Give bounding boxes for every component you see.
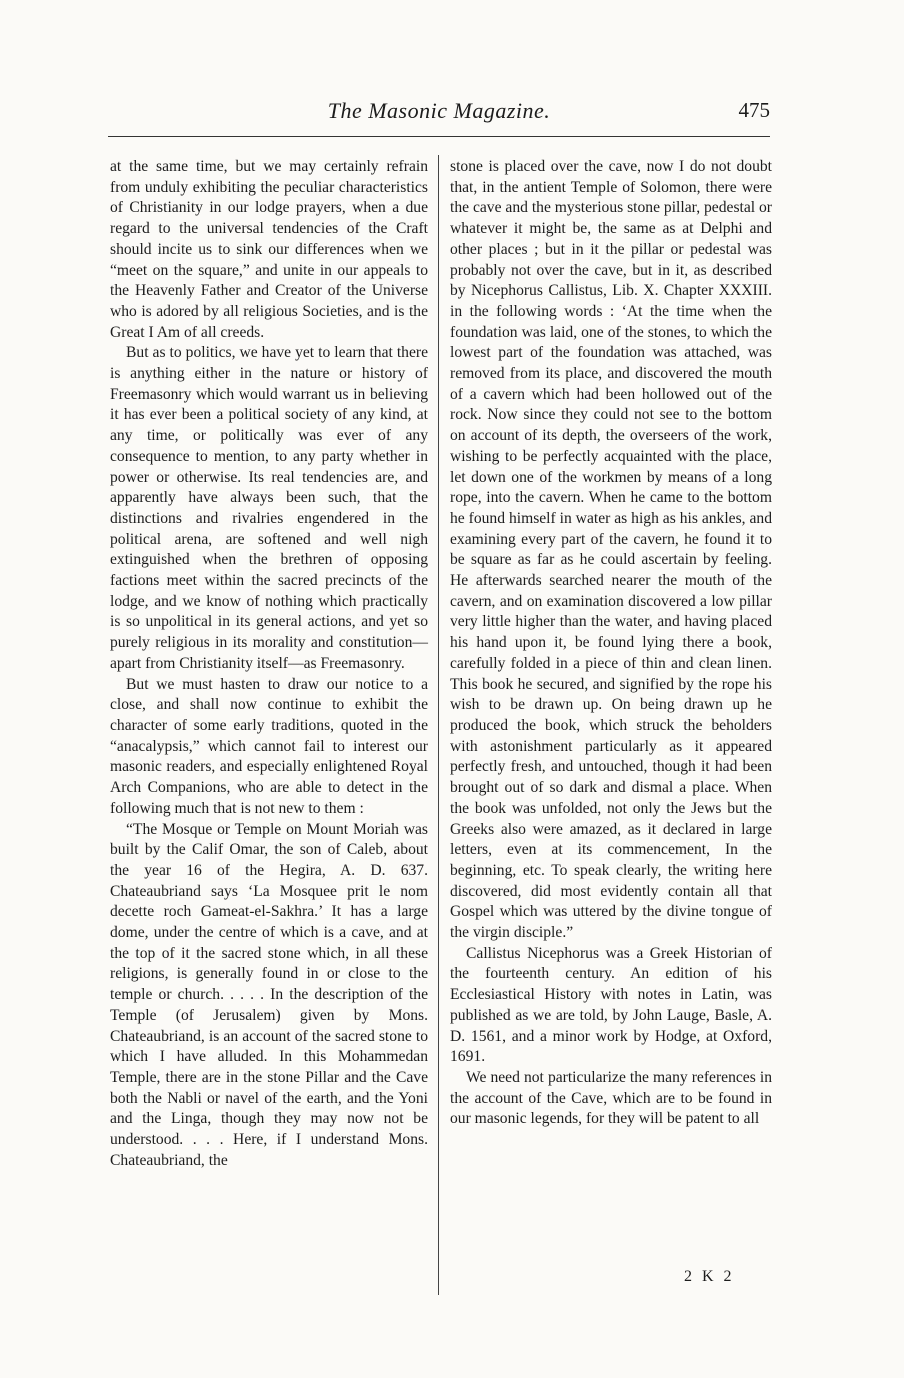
page-number: 475	[738, 98, 770, 122]
signature-mark: 2 K 2	[684, 1268, 735, 1285]
paragraph: We need not particularize the many references in the account of the Cave, which are to be found in our masonic legends, for they will be patent to all	[450, 1068, 772, 1128]
page-title: The Masonic Magazine.	[327, 98, 551, 123]
paragraph: “The Mosque or Temple on Mount Moriah was built by the Calif Omar, the son of Caleb, about the year 16 of the Hegira, A. D. 637. Chateaubriand says ‘La Mosquee prit le nom decette roch Gameat-el-Sakhra.’ It has a large dome, under the centre of which is a cave, and at the top of it the sacred stone which, in all these religions, is generally found in or close to the temple or church. . . . . In the description of the Temple (of Jerusalem) given by Mons. Chateaubriand, is an account of the sacred stone to which I have alluded. In this Mohammedan Temple, there are in the stone Pillar and the Cave both the Nabli or navel of the earth, and the Yoni and the Linga, though they may now not be understood. . . . Here, if I understand Mons. Chateaubriand, the	[110, 820, 428, 1169]
right-column	[450, 157, 772, 1130]
paragraph: at the same time, but we may certainly refrain from unduly exhibiting the peculiar characteristics of Christianity in our lodge prayers, when a due regard to the universal tendencies of the Craft should incite us to sink our differences when we “meet on the square,” and unite in our appeals to the Heavenly Father and Creator of the Universe who is adored by all religious Societies, and is the Great I Am of all creeds.	[110, 158, 428, 341]
header-rule	[108, 136, 770, 137]
running-head	[108, 98, 770, 128]
column-divider	[438, 155, 439, 1295]
paragraph: But as to politics, we have yet to learn that there is anything either in the nature or history of Freemasonry which would warrant us in believing it has ever been a political society of any kind, at any time, or politically was ever of any consequence to mention, to any party whether in power or otherwise. Its real tendencies are, and apparently have always been such, that the distinctions and rivalries engendered in the political arena, are softened and well nigh extinguished when the brethren of opposing factions meet within the sacred precincts of the lodge, and we know of nothing which practically is so unpolitical in its general actions, and yet so purely religious in its morality and constitution—apart from Christianity itself—as Freemasonry.	[110, 344, 428, 672]
paragraph: Callistus Nicephorus was a Greek Historian of the fourteenth century. An edition of his Ecclesiastical History with notes in Latin, was published as we are told, by John Lauge, Basle, A. D. 1561, and a minor work by Hodge, at Oxford, 1691.	[450, 944, 772, 1066]
paragraph: stone is placed over the cave, now I do not doubt that, in the antient Temple of Solomon, there were the cave and the mysterious stone pillar, pedestal or whatever it might be, the same as at Delphi and other places ; but in it the pillar or pedestal was probably not over the cave, but in it, as described by Nicephorus Callistus, Lib. X. Chapter XXXIII. in the following words : ‘At the time when the foundation was laid, one of the stones, to which the lowest part of the foundation was attached, was removed from its place, and discovered the mouth of a cavern which had been hollowed out of the rock. Now since they could not see to the bottom on account of its depth, the overseers of the work, wishing to be perfectly acquainted with the place, let down one of the workmen by means of a long rope, into the cavern. When he came to the bottom he found himself in water as high as his ankles, and examining every part of the cavern, he found it to be square as far as he could ascertain by feeling. He afterwards searched nearer the mouth of the cavern, and on examination discovered a low pillar very little higher than the water, and having placed his hand upon it, be found lying there a book, carefully folded in a piece of thin and clean linen. This book he secured, and signified by the rope his wish to be drawn up. On being drawn up he produced the book, which struck the beholders with astonishment particularly as it appeared perfectly fresh, and untouched, though it had been brought out of so dark and dismal a place. When the book was unfolded, not only the Jews but the Greeks also were amazed, as it declared in large letters, even at its commencement, In the beginning, etc. To speak clearly, the writing here discovered, did most evidently contain all that Gospel which was uttered by the divine tongue of the virgin disciple.”	[450, 158, 772, 942]
left-column	[110, 157, 428, 1171]
paragraph: But we must hasten to draw our notice to a close, and shall now continue to exhibit the character of some early traditions, quoted in the “anacalypsis,” which cannot fail to interest our masonic readers, and especially enlightened Royal Arch Companions, who are able to detect in the following much that is not new to them :	[110, 675, 428, 817]
